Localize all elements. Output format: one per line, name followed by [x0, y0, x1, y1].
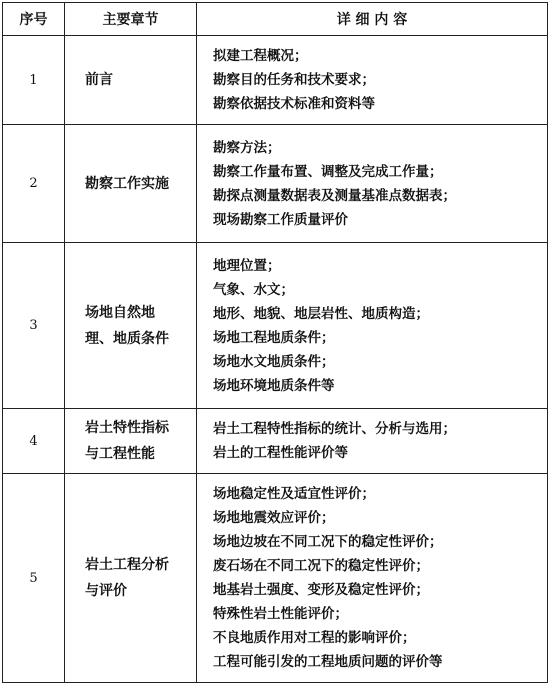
detail-line: 现场勘察工作质量评价 [213, 211, 348, 228]
detail-line: 地基岩土强度、变形及稳定性评价； [213, 582, 429, 598]
chapter-line: 前言 [85, 72, 113, 88]
row-chapter [65, 409, 197, 474]
detail-line: 工程可能引发的工程地质问题的评价等 [213, 654, 443, 670]
chapter-line: 勘察工作实施 [85, 175, 169, 192]
chapter-line: 岩土工程分析 [85, 557, 169, 573]
row-detail [197, 243, 548, 409]
row-detail [197, 36, 548, 125]
detail-line: 地理位置； [213, 257, 281, 274]
detail-line: 岩土工程特性指标的统计、分析与选用； [213, 421, 456, 437]
detail-line: 勘察目的任务和技术要求； [213, 72, 375, 88]
detail-line: 特殊性岩土性能评价； [213, 606, 348, 622]
detail-line: 勘探点测量数据表及测量基准点数据表； [213, 187, 456, 204]
table-row [3, 125, 548, 243]
detail-line: 场地稳定性及适宜性评价； [213, 486, 375, 502]
row-index: 3 [3, 243, 65, 409]
row-chapter [65, 36, 197, 125]
header-index: 序号 [3, 3, 65, 36]
table-row [3, 243, 548, 409]
detail-line: 勘察方法； [213, 139, 281, 156]
detail-line: 地形、地貌、地层岩性、地质构造； [213, 305, 429, 322]
row-detail [197, 125, 548, 243]
header-detail: 详 细 内 容 [197, 3, 548, 36]
row-chapter [65, 474, 197, 683]
row-index: 5 [3, 474, 65, 683]
detail-line: 勘察依据技术标准和资料等 [213, 96, 375, 112]
table-row [3, 409, 548, 474]
survey-report-table [2, 2, 548, 683]
row-detail [197, 474, 548, 683]
table-row [3, 36, 548, 125]
detail-line: 不良地质作用对工程的影响评价； [213, 630, 416, 646]
detail-line: 气象、水文； [213, 281, 294, 298]
row-chapter [65, 125, 197, 243]
detail-line: 废石场在不同工况下的稳定性评价； [213, 558, 429, 574]
chapter-line: 岩土特性指标 [85, 420, 169, 436]
header-chapter: 主要章节 [65, 3, 197, 36]
row-detail [197, 409, 548, 474]
row-index: 4 [3, 409, 65, 474]
row-index: 1 [3, 36, 65, 125]
header-row [3, 3, 548, 36]
detail-line: 场地水文地质条件； [213, 353, 335, 370]
detail-line: 拟建工程概况； [213, 48, 308, 64]
detail-line: 场地边坡在不同工况下的稳定性评价； [213, 534, 443, 550]
chapter-line: 理、地质条件 [85, 330, 169, 347]
row-index: 2 [3, 125, 65, 243]
detail-line: 场地地震效应评价； [213, 510, 335, 526]
table-row [3, 474, 548, 683]
detail-line: 岩土的工程性能评价等 [213, 445, 348, 461]
chapter-line: 场地自然地 [85, 304, 155, 321]
detail-line: 场地工程地质条件； [213, 329, 335, 346]
chapter-line: 与评价 [85, 583, 127, 599]
detail-line: 勘察工作量布置、调整及完成工作量； [213, 163, 443, 180]
chapter-line: 与工程性能 [85, 446, 155, 462]
detail-line: 场地环境地质条件等 [213, 377, 335, 394]
row-chapter [65, 243, 197, 409]
